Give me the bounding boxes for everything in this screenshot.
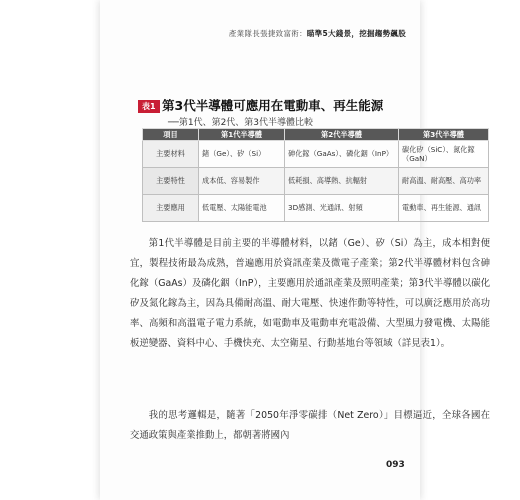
chapter-title: 瞄準5大錢景，挖掘趨勢飆股 — [306, 29, 406, 38]
paragraph-text: 第1代半導體是目前主要的半導體材料，以鍺（Ge）、矽（Si）為主，成本相對便宜，製程技術最為成熟，普遍應用於資訊產業及微電子產業；第2代半導體材料包含砷化鎵（GaAs）及磷化銦（InP），主要應用於通訊產業及照明產業；第3代半導體以碳化矽及氮化鎵為主，因為具備耐高溫、耐大電壓、快速作動等特性，可以廣泛應用於高功率、高頻和高溫電子電力系統，如電動車及電動車充電設備、大型風力發電機、太陽能板逆變器、資料中心、手機快充、太空衛星、行動基地台等領域（詳見表1）。 — [130, 238, 490, 349]
book-title: 產業隊長張捷致富術： — [228, 29, 307, 38]
table-cell: 耐高溫、耐高壓、高功率 — [399, 168, 489, 195]
table-row — [143, 195, 489, 222]
table-header-row — [143, 129, 489, 141]
row-header: 主要特性 — [143, 168, 199, 195]
column-header: 項目 — [143, 129, 199, 141]
book-page — [100, 0, 490, 500]
table-cell: 低耗損、高導熱、抗輻射 — [285, 168, 399, 195]
column-header: 第1代半導體 — [199, 129, 285, 141]
table-cell: 碳化矽（SiC）、氮化鎵（GaN） — [399, 141, 489, 168]
running-header — [229, 28, 406, 39]
row-header: 主要應用 — [143, 195, 199, 222]
table-cell: 電動車、再生能源、通訊 — [399, 195, 489, 222]
body-paragraph — [130, 234, 490, 354]
table-number-badge: 表1 — [138, 100, 160, 113]
column-header: 第3代半導體 — [399, 129, 489, 141]
table-cell: 成本低、容易製作 — [199, 168, 285, 195]
table-row — [143, 141, 489, 168]
body-paragraph — [130, 406, 490, 446]
table-row — [143, 168, 489, 195]
table-cell: 砷化鎵（GaAs）、磷化銦（InP） — [285, 141, 399, 168]
paragraph-text: 我的思考邏輯是，隨著「2050年淨零碳排（Net Zero）」目標逼近，全球各國在交通政策與產業推動上，都朝著將國內 — [130, 410, 490, 441]
table-title: 第3代半導體可應用在電動車、再生能源 — [162, 98, 384, 113]
row-header: 主要材料 — [143, 141, 199, 168]
semiconductor-comparison-table — [142, 128, 489, 222]
table-cell: 3D感測、光通訊、射頻 — [285, 195, 399, 222]
table-subtitle: ──第1代、第2代、第3代半導體比較 — [168, 118, 314, 128]
page-number: 093 — [386, 460, 405, 470]
column-header: 第2代半導體 — [285, 129, 399, 141]
table-cell: 低電壓、太陽能電池 — [199, 195, 285, 222]
table-cell: 鍺（Ge）、矽（Si） — [199, 141, 285, 168]
